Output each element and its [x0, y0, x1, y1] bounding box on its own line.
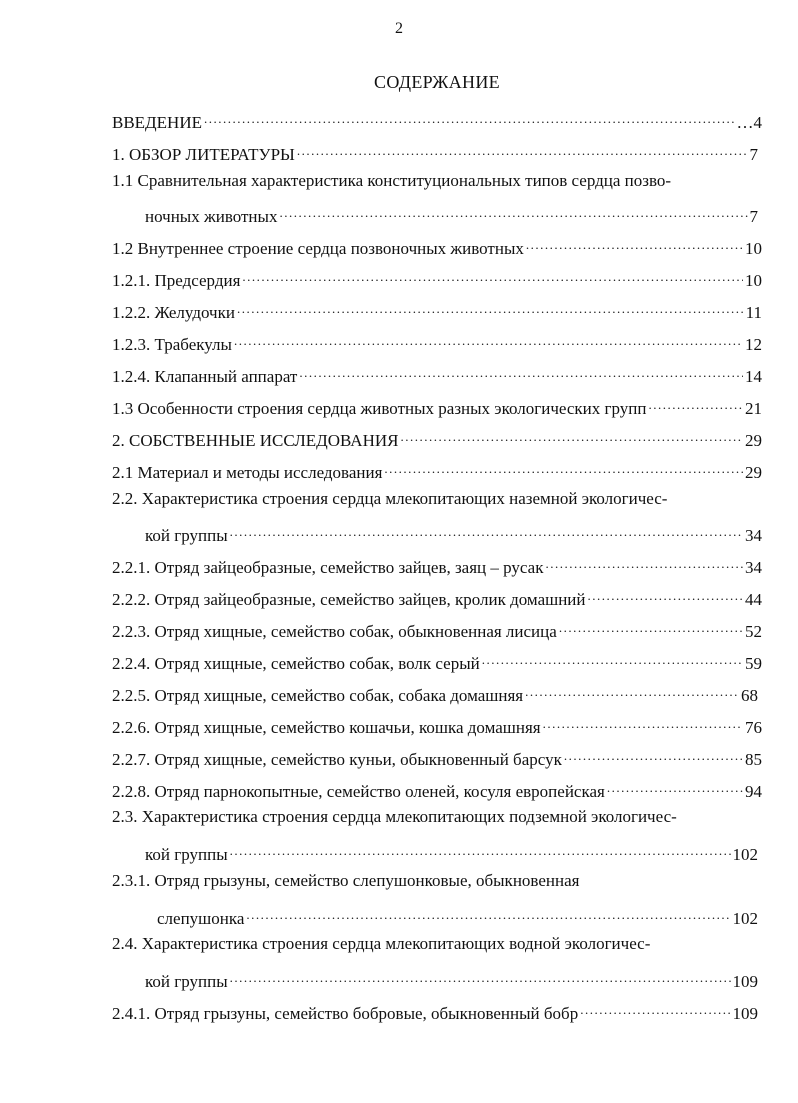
toc-entry-1-3: 1.3 Особенности строения сердца животных разных экологических групп ..... 21: [112, 392, 762, 420]
toc-entry-2-2-2: 2.2.2. Отряд зайцеобразные, семейство зайцев, кролик домашний ..... 44: [112, 583, 762, 611]
toc-entry-2-3-1-first-line: 2.3.1. Отряд грызуны, семейство слепушонковые, обыкновенная: [112, 871, 580, 890]
toc-entry-2-2-3: 2.2.3. Отряд хищные, семейство собак, обыкновенная лисица ..... 52: [112, 615, 762, 643]
toc-entry-2-4-second-line: кой группы ..... 109: [145, 965, 758, 993]
toc-entry-2-2-5: 2.2.5. Отряд хищные, семейство собак, собака домашняя ..... 68: [112, 679, 758, 707]
toc-entry-2-2-second-line: кой группы ..... 34: [145, 519, 762, 547]
page-number: 2: [395, 20, 403, 37]
toc-entry-literature-review: 1. ОБЗОР ЛИТЕРАТУРЫ ..... 7: [112, 138, 758, 166]
toc-entry-2-4-first-line: 2.4. Характеристика строения сердца млекопитающих водной экологичес-: [112, 934, 651, 953]
toc-entry-1-2-3: 1.2.3. Трабекулы ..... 12: [112, 328, 762, 356]
toc-entry-2-2-7: 2.2.7. Отряд хищные, семейство куньи, обыкновенный барсук ..... 85: [112, 743, 762, 771]
toc-entry-2-2-4: 2.2.4. Отряд хищные, семейство собак, волк серый ..... 59: [112, 647, 762, 675]
toc-entry-2-2-first-line: 2.2. Характеристика строения сердца млекопитающих наземной экологичес-: [112, 489, 668, 508]
toc-entry-2-4-1: 2.4.1. Отряд грызуны, семейство бобровые, обыкновенный бобр ..... 109: [112, 997, 758, 1025]
toc-entry-own-research: 2. СОБСТВЕННЫЕ ИССЛЕДОВАНИЯ ..... 29: [112, 424, 762, 452]
toc-entry-1-1-second-line: ночных животных ..... 7: [145, 200, 758, 228]
toc-entry-2-3-second-line: кой группы ..... 102: [145, 838, 758, 866]
page-title: СОДЕРЖАНИЕ: [374, 72, 500, 92]
toc-entry-1-2-4: 1.2.4. Клапанный аппарат ..... 14: [112, 360, 762, 388]
toc-entry-2-1: 2.1 Материал и методы исследования ..... 29: [112, 456, 762, 484]
toc-entry-1-2-1: 1.2.1. Предсердия ..... 10: [112, 264, 762, 292]
toc-entry-1-2-2: 1.2.2. Желудочки ..... 11: [112, 296, 762, 324]
toc-entry-2-2-1: 2.2.1. Отряд зайцеобразные, семейство зайцев, заяц – русак ..... 34: [112, 551, 762, 579]
toc-entry-2-2-6: 2.2.6. Отряд хищные, семейство кошачьи, кошка домашняя ..... 76: [112, 711, 762, 739]
toc-entry-1-2: 1.2 Внутреннее строение сердца позвоночных животных ..... 10: [112, 232, 762, 260]
toc-entry-1-1-first-line: 1.1 Сравнительная характеристика конституциональных типов сердца позво-: [112, 171, 672, 190]
toc-entry-2-3-1-second-line: слепушонка ..... 102: [157, 902, 758, 930]
toc-entry-2-3-first-line: 2.3. Характеристика строения сердца млекопитающих подземной экологичес-: [112, 807, 677, 826]
toc-entry-2-2-8: 2.2.8. Отряд парнокопытные, семейство оленей, косуля европейская ..... 94: [112, 775, 762, 803]
toc-entry-introduction: ВВЕДЕНИЕ ..... …4: [112, 106, 762, 134]
